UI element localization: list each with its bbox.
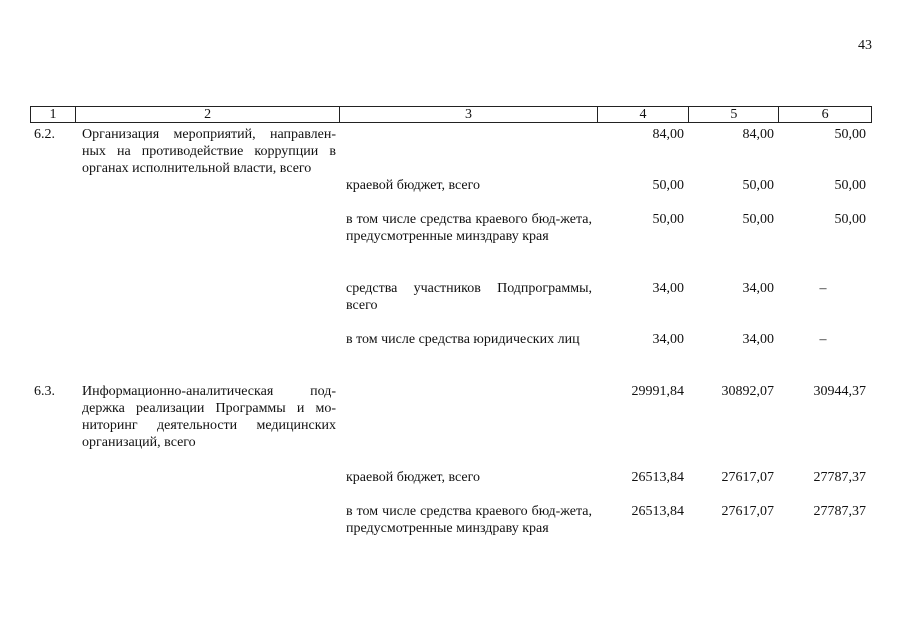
row-name: Информационно-аналитическая под-держка реализации Программы и мо-ниторинг деятельности медицинских организаций, всего bbox=[82, 384, 336, 450]
value-col5: 30892,07 bbox=[721, 384, 774, 399]
row-source: в том числе средства краевого бюд-жета, предусмотренные минздраву края bbox=[346, 212, 592, 244]
value-col4: 50,00 bbox=[652, 212, 684, 227]
row-index: 6.2. bbox=[34, 127, 55, 142]
value-col4: 34,00 bbox=[652, 332, 684, 347]
value-col4: 34,00 bbox=[652, 281, 684, 296]
value-col5: 50,00 bbox=[742, 178, 774, 193]
header-cell-4: 4 bbox=[598, 107, 690, 122]
table-header-row bbox=[30, 106, 872, 123]
value-col4: 84,00 bbox=[652, 127, 684, 142]
row-source: краевой бюджет, всего bbox=[346, 178, 481, 193]
row-index: 6.3. bbox=[34, 384, 55, 399]
value-col6: 50,00 bbox=[834, 127, 866, 142]
value-col6: 50,00 bbox=[834, 178, 866, 193]
header-cell-6: 6 bbox=[821, 107, 829, 122]
header-cell-5: 5 bbox=[689, 107, 779, 122]
row-source: в том числе средства юридических лиц bbox=[346, 332, 580, 347]
value-col5: 34,00 bbox=[742, 332, 774, 347]
value-col6: – bbox=[819, 281, 827, 296]
value-col5: 27617,07 bbox=[721, 504, 774, 519]
value-col5: 84,00 bbox=[742, 127, 774, 142]
value-col6: – bbox=[819, 332, 827, 347]
header-cell-2: 2 bbox=[76, 107, 340, 122]
value-col4: 26513,84 bbox=[631, 470, 684, 485]
row-name: Организация мероприятий, направлен-ных на противодействие коррупции в органах исполнительной власти, всего bbox=[82, 127, 336, 176]
value-col6: 27787,37 bbox=[813, 504, 866, 519]
header-cell-1: 1 bbox=[31, 107, 76, 122]
value-col4: 50,00 bbox=[652, 178, 684, 193]
value-col4: 26513,84 bbox=[631, 504, 684, 519]
row-source: краевой бюджет, всего bbox=[346, 470, 481, 485]
value-col6: 27787,37 bbox=[813, 470, 866, 485]
header-cell-3: 3 bbox=[340, 107, 597, 122]
page-number: 43 bbox=[858, 38, 872, 53]
row-source: средства участников Подпрограммы, всего bbox=[346, 281, 592, 313]
value-col5: 50,00 bbox=[742, 212, 774, 227]
row-source: в том числе средства краевого бюд-жета, предусмотренные минздраву края bbox=[346, 504, 592, 536]
value-col4: 29991,84 bbox=[631, 384, 684, 399]
value-col6: 50,00 bbox=[834, 212, 866, 227]
value-col5: 27617,07 bbox=[721, 470, 774, 485]
value-col6: 30944,37 bbox=[813, 384, 866, 399]
value-col5: 34,00 bbox=[742, 281, 774, 296]
